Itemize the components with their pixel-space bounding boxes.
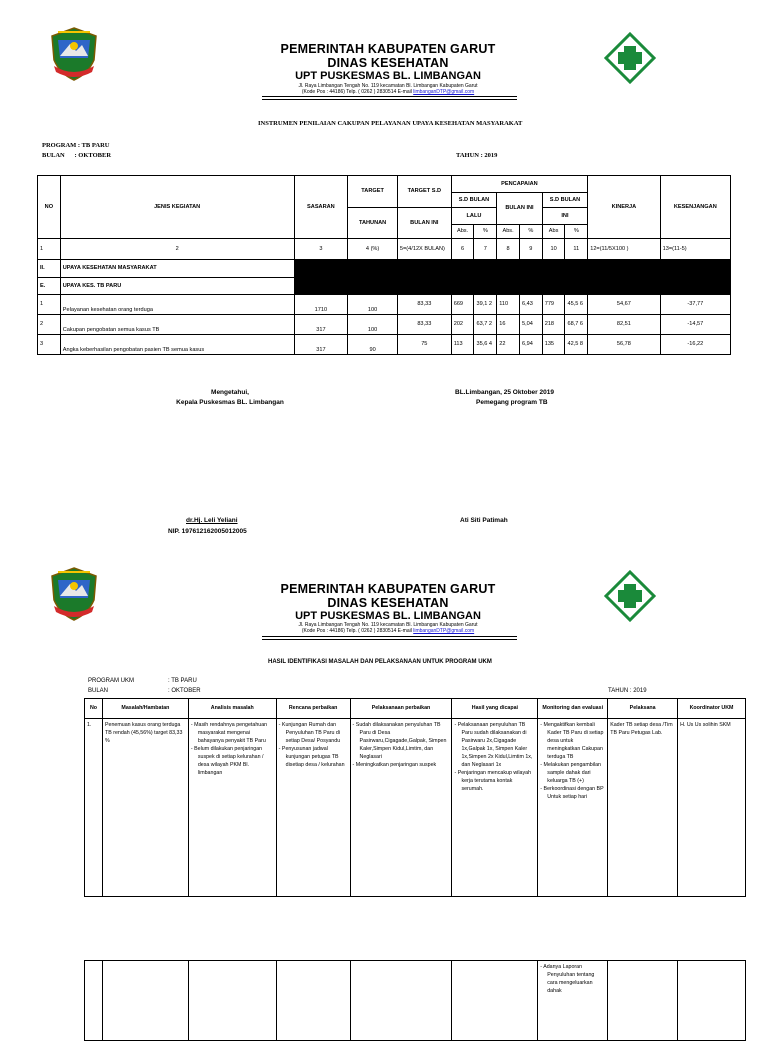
list-item: - Masih rendahnya pengetahuan masyarakat mengenai bahayanya penyakit TB Paru [190, 722, 268, 744]
empty-cell [350, 961, 452, 1041]
list-item: - Meningkatkan penjaringan suspek [352, 762, 437, 768]
list-item: - Penjaringan mencakup wilayah kerja terutama kontak serumah. [454, 770, 532, 792]
blacked-out-cells [294, 260, 731, 295]
th-no: NO [38, 176, 61, 239]
index-cell: 10 [542, 239, 565, 260]
th-pelaksanaan: Pelaksanaan perbaikan [350, 699, 452, 719]
index-cell: 12=(11/5X100 ) [588, 239, 660, 260]
row-analisis [188, 719, 276, 897]
row-sasaran: 317 [294, 315, 348, 335]
row-ini-abs: 110 [497, 295, 520, 315]
row-kesenjangan: -37,77 [660, 295, 730, 315]
section-label: UPAYA KES. TB PARU [60, 278, 294, 295]
index-cell: 9 [519, 239, 542, 260]
header-line3: UPT PUSKESMAS BL. LIMBANGAN [295, 70, 481, 82]
row-ini-pct: 5,04 [519, 315, 542, 335]
row-kesenjangan: -16,22 [660, 335, 730, 355]
identifikasi-table [84, 698, 746, 897]
sign-left-1: Mengetahui, [211, 389, 249, 396]
sign-right-1: BL.Limbangan, 25 Oktober 2019 [455, 389, 554, 396]
th-bulan-ini: BULAN INI [397, 208, 451, 239]
address-line1: Jl. Raya Limbangan Tengah No. 119 kecamatan Bl. Limbangan Kabupaten Garut [298, 622, 478, 628]
row-no: 1 [38, 295, 61, 315]
th-tahunan: TAHUNAN [348, 208, 398, 239]
row-target-sd: 83,33 [397, 295, 451, 315]
index-row [38, 239, 731, 260]
address-prefix: (Kode Pos : 44186) Telp. ( 0262 ) 2830514 E-mail [301, 628, 414, 634]
table-row [38, 335, 731, 355]
sign-left-nip: NIP. 197612162005012005 [168, 528, 247, 535]
th-sd-bulan-2: S.D BULAN [542, 193, 588, 208]
index-cell: 11 [565, 239, 588, 260]
doc1-program: PROGRAM : TB PARU [42, 142, 110, 149]
index-cell: 8 [497, 239, 520, 260]
list-item: - Mengaktifkan kembali Kader TB Paru di setiap desa untuk meningkatkan Cakupan terduga TB [540, 722, 604, 760]
th-masalah: Masalah/Hambatan [102, 699, 188, 719]
row-lalu-pct: 63,7 2 [474, 315, 497, 335]
list-item: - Sudah dilaksanakan penyuluhan TB Paru di Desa Pasirwaru,Cigagade,Galpak, Simpen Kaler,Simpen Kidul,Limtim, dan Neglasari [352, 722, 447, 760]
th-monitoring: Monitoring dan evaluasi [538, 699, 608, 719]
header-rule-thin [262, 99, 517, 100]
row-lalu-pct: 35,6 4 [474, 335, 497, 355]
row-sd-pct: 68,7 6 [565, 315, 588, 335]
row-rencana [276, 719, 350, 897]
doc1-bulan: BULAN : OKTOBER [42, 152, 112, 159]
list-item: - Berkoordinasi dengan BP Untuk setiap hari [540, 786, 604, 800]
email-link[interactable]: limbanganDTP@gmail.com [413, 89, 475, 95]
th-hasil: Hasil yang dicapai [452, 699, 538, 719]
th-sasaran: SASARAN [294, 176, 348, 239]
row-monitoring [538, 961, 608, 1041]
list-item: - Kunjungan Rumah dan Penyuluhan TB Paru di setiap Desa/ Posyandu [278, 722, 341, 744]
row-sd-pct: 45,5 6 [565, 295, 588, 315]
row-pelaksanaan [350, 719, 452, 897]
th-target-sd: TARGET S.D [397, 176, 451, 208]
sign-right-name: Ati Siti Patimah [460, 517, 508, 524]
th-pct-ini: % [519, 225, 542, 239]
row-ini-abs: 16 [497, 315, 520, 335]
list-item: - Adanya Laporan Penyuluhan tentang cara mengeluarkan dahak [540, 964, 595, 994]
row-kegiatan: Angka keberhasilan pengobatan pasien TB semua kasus [60, 335, 294, 355]
row-kinerja: 54,67 [588, 295, 660, 315]
th-koordinator: Koordinator UKM [678, 699, 746, 719]
row-ini-abs: 22 [497, 335, 520, 355]
list-item: - Penyusunan jadwal kunjungan petugas TB disetiap desa / kelurahan [278, 746, 345, 768]
index-cell: 2 [60, 239, 294, 260]
index-cell: 13=(11-5) [660, 239, 730, 260]
header-rule [262, 636, 517, 637]
row-sd-abs: 779 [542, 295, 565, 315]
row-lalu-abs: 669 [451, 295, 474, 315]
index-cell: 3 [294, 239, 348, 260]
empty-cell [452, 961, 538, 1041]
address-prefix: (Kode Pos : 44186) Telp. ( 0262 ) 2830514 E-mail [301, 89, 414, 95]
list-item: - Pelaksanaan penyuluhan TB Paru sudah dilaksanakan di Pasirwaru 2x,Cigagade 1x,Galpak 1x, Simpen Kaler 1x,Simpen 2x Kidul,Limtim 1x, dan Neglasari 1x [454, 722, 533, 768]
th-pct-lalu: % [474, 225, 497, 239]
email-link[interactable]: limbanganDTP@gmail.com [413, 628, 475, 634]
sign-right-2: Pemegang program TB [476, 399, 548, 406]
header-address [220, 83, 556, 95]
row-lalu-pct: 39,1 2 [474, 295, 497, 315]
header-line2: DINAS KESEHATAN [327, 56, 449, 70]
index-cell: 4 (%) [348, 239, 398, 260]
empty-cell [276, 961, 350, 1041]
header-line3: UPT PUSKESMAS BL. LIMBANGAN [295, 610, 481, 622]
row-koordinator: H. Us Us solihin SKM [678, 719, 746, 897]
row-ini-pct: 6,43 [519, 295, 542, 315]
th-pct-sd: % [565, 225, 588, 239]
th-kinerja: KINERJA [588, 176, 660, 239]
doc2-program-key: PROGRAM UKM [88, 678, 135, 684]
doc2-title: HASIL IDENTIFIKASI MASALAH DAN PELAKSANAAN UNTUK PROGRAM UKM [268, 659, 492, 665]
empty-cell [608, 961, 678, 1041]
index-cell: 1 [38, 239, 61, 260]
row-target: 100 [348, 315, 398, 335]
puskesmas-logo [604, 32, 656, 84]
header-line1: PEMERINTAH KABUPATEN GARUT [280, 582, 496, 596]
row-pelaksana: Kader TB setiap desa /Tim TB Paru Petugas Lab. [608, 719, 678, 897]
row-sd-pct: 42,5 8 [565, 335, 588, 355]
th-pencapaian: PENCAPAIAN [451, 176, 588, 193]
index-cell: 7 [474, 239, 497, 260]
row-sasaran: 317 [294, 335, 348, 355]
puskesmas-logo [604, 570, 656, 622]
doc2-tahun: TAHUN : 2019 [608, 688, 647, 694]
th-analisis: Analisis masalah [188, 699, 276, 719]
index-cell: 5=(4/12X BULAN) [397, 239, 451, 260]
th-target: TARGET [348, 176, 398, 208]
list-item: - Belum dilakukan penjaringan suspek di setiap kelurahan / desa wilayah PKM Bl. limbangan [190, 746, 264, 776]
row-lalu-abs: 113 [451, 335, 474, 355]
empty-cell [678, 961, 746, 1041]
table-row [38, 295, 731, 315]
table-row [85, 719, 746, 897]
th-abs-ini: Abs. [497, 225, 520, 239]
row-kegiatan: Cakupan pengobatan semua kasus TB [60, 315, 294, 335]
empty-cell [85, 961, 103, 1041]
th-bulan-ini-2: BULAN INI [497, 193, 543, 225]
row-lalu-abs: 202 [451, 315, 474, 335]
th-abs-lalu: Abs. [451, 225, 474, 239]
empty-cell [188, 961, 276, 1041]
section-no: E. [38, 278, 61, 295]
header-line2: DINAS KESEHATAN [327, 596, 449, 610]
header-address [220, 622, 556, 634]
row-kinerja: 56,78 [588, 335, 660, 355]
row-target-sd: 83,33 [397, 315, 451, 335]
section-no: II. [38, 260, 61, 278]
row-no: 2 [38, 315, 61, 335]
row-hasil [452, 719, 538, 897]
th-lalu: LALU [451, 208, 497, 225]
header-rule-thin [262, 639, 517, 640]
row-ini-pct: 6,94 [519, 335, 542, 355]
row-target-sd: 75 [397, 335, 451, 355]
th-no: No [85, 699, 103, 719]
doc1-title: INSTRUMEN PENILAIAN CAKUPAN PELAYANAN UPAYA KESEHATAN MASYARAKAT [258, 120, 523, 127]
row-kinerja: 82,51 [588, 315, 660, 335]
doc1-tahun: TAHUN : 2019 [456, 152, 498, 159]
section-label: UPAYA KESEHATAN MASYARAKAT [60, 260, 294, 278]
garut-logo [48, 26, 100, 82]
index-cell: 6 [451, 239, 474, 260]
row-target: 100 [348, 295, 398, 315]
table-row [85, 961, 746, 1041]
doc2-bulan-key: BULAN [88, 688, 109, 694]
row-no: 3 [38, 335, 61, 355]
row-kesenjangan: -14,57 [660, 315, 730, 335]
table-row [38, 315, 731, 335]
row-sd-abs: 218 [542, 315, 565, 335]
th-ini: INI [542, 208, 588, 225]
list-item: - Melakukan pengambilan sample dahak dari keluarga TB (+) [540, 762, 601, 784]
row-kegiatan: Pelayanan kesehatan orang terduga [60, 295, 294, 315]
th-sd-bulan: S.D BULAN [451, 193, 497, 208]
row-sd-abs: 135 [542, 335, 565, 355]
address-line2 [220, 628, 556, 634]
row-masalah: Penemuan kasus orang terduga TB rendah (45,56%) target 83,33 % [102, 719, 188, 897]
address-line1: Jl. Raya Limbangan Tengah No. 119 kecamatan Bl. Limbangan Kabupaten Garut [298, 83, 478, 89]
sign-left-name: dr.Hj. Leli Yeliani [186, 517, 238, 524]
th-rencana: Rencana perbaikan [276, 699, 350, 719]
th-pelaksana: Pelaksana [608, 699, 678, 719]
doc2-program-val: : TB PARU [168, 678, 197, 684]
row-target: 90 [348, 335, 398, 355]
header-line1: PEMERINTAH KABUPATEN GARUT [280, 42, 496, 56]
sign-left-2: Kepala Puskesmas BL. Limbangan [176, 399, 284, 406]
th-jenis: JENIS KEGIATAN [60, 176, 294, 239]
th-abs-sd: Abs [542, 225, 565, 239]
doc2-bulan-val: : OKTOBER [168, 688, 201, 694]
address-line2 [220, 89, 556, 95]
empty-cell [102, 961, 188, 1041]
garut-logo [48, 566, 100, 622]
identifikasi-table-continued [84, 960, 746, 1041]
row-monitoring [538, 719, 608, 897]
header-rule [262, 96, 517, 97]
cakupan-table [37, 175, 731, 355]
row-no: 1. [85, 719, 103, 897]
row-sasaran: 1710 [294, 295, 348, 315]
th-kesenjangan: KESENJANGAN [660, 176, 730, 239]
